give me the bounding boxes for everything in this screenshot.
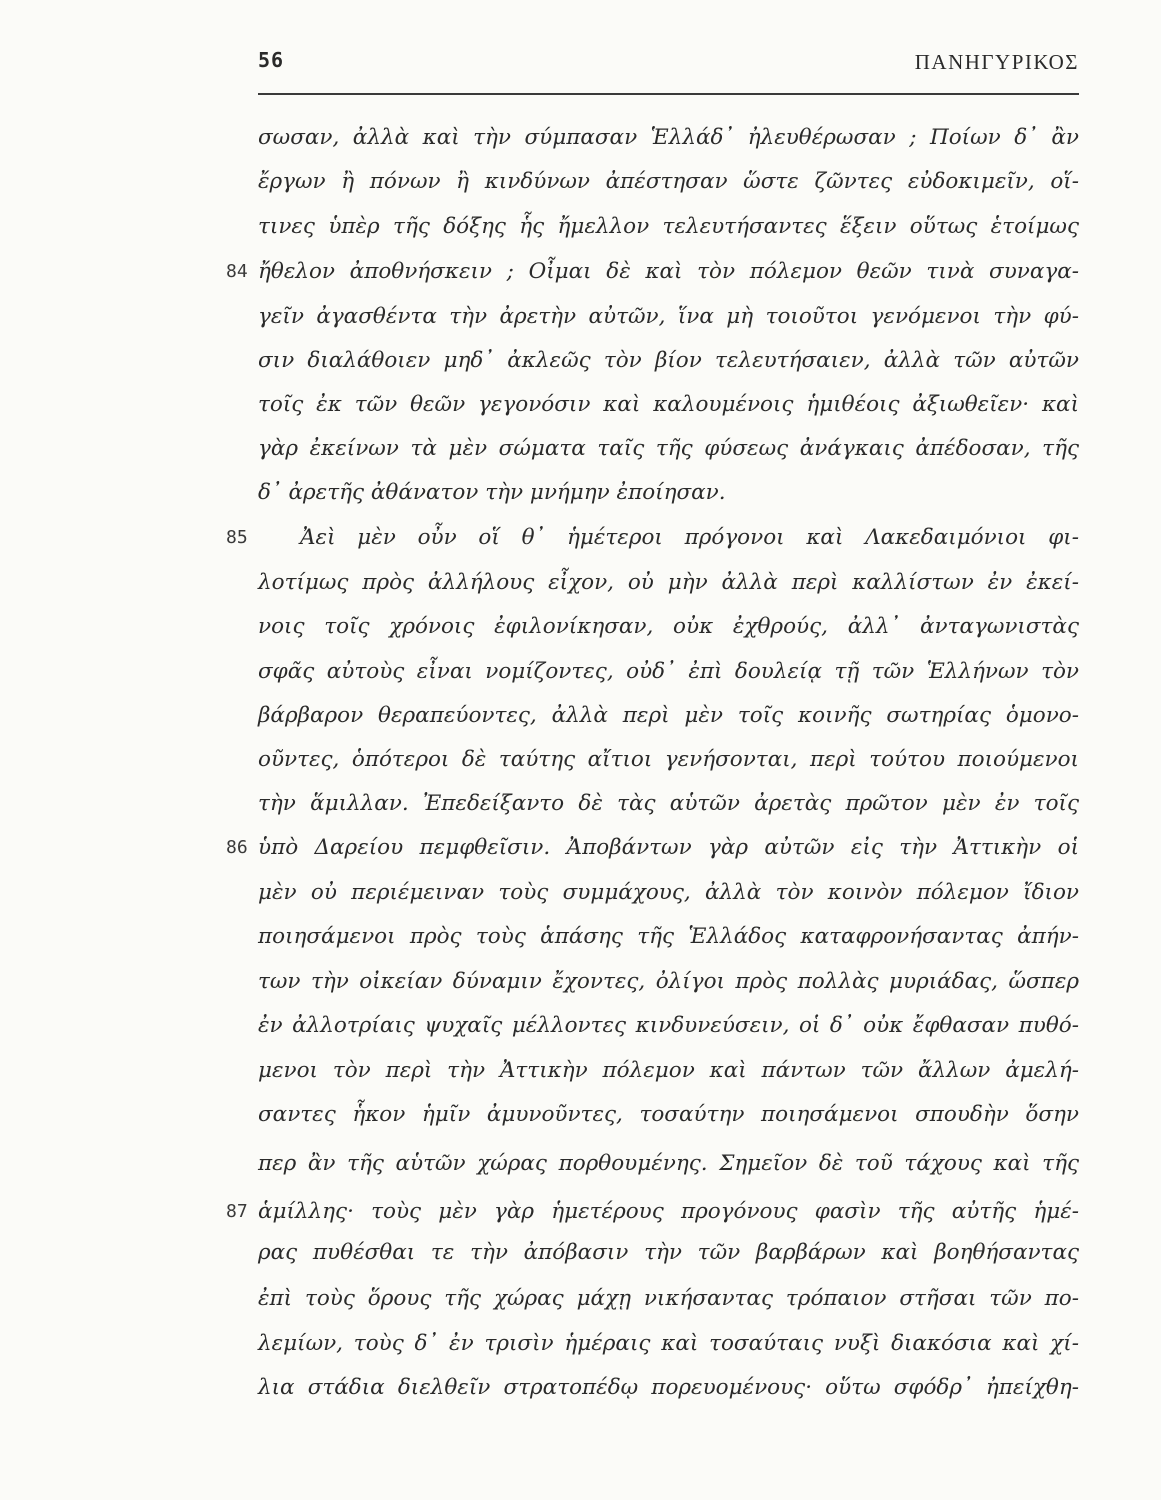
text-line-22: μενοι τὸν περὶ τὴν Ἀττικὴν πόλεμον καὶ πάντων τῶν ἄλλων ἀμελή- <box>258 1058 1079 1083</box>
text-line-20: των τὴν οἰκείαν δύναμιν ἔχοντες, ὀλίγοι πρὸς πολλὰς μυριάδας, ὥσπερ <box>258 969 1079 994</box>
text-line-29: λια στάδια διελθεῖν στρατοπέδῳ πορευομένους· οὕτω σφόδρ᾽ ἠπείχθη- <box>258 1375 1079 1400</box>
text-line-8: γὰρ ἐκείνων τὰ μὲν σώματα ταῖς τῆς φύσεως ἀνάγκαις ἀπέδοσαν, τῆς <box>258 436 1079 461</box>
text-line-13: σφᾶς αὐτοὺς εἶναι νομίζοντες, οὐδ᾽ ἐπὶ δουλείᾳ τῇ τῶν Ἑλλήνων τὸν <box>258 659 1079 684</box>
running-title: ΠΑΝΗΓΥΡΙΚΟΣ <box>914 50 1079 74</box>
text-line-3: τινες ὑπὲρ τῆς δόξης ἧς ἤμελλον τελευτήσαντες ἕξειν οὕτως ἑτοίμως <box>258 214 1079 239</box>
text-line-12: νοις τοῖς χρόνοις ἐφιλονίκησαν, οὐκ ἐχθρούς, ἀλλ᾽ ἀνταγωνιστὰς <box>258 614 1079 639</box>
text-line-25: ἁμίλλης· τοὺς μὲν γὰρ ἡμετέρους προγόνους φασὶν τῆς αὐτῆς ἡμέ- <box>258 1199 1079 1224</box>
header-rule <box>258 93 1079 95</box>
section-number-84: 84 <box>226 261 248 282</box>
text-line-1: σωσαν, ἀλλὰ καὶ τὴν σύμπασαν Ἑλλάδ᾽ ἠλευθέρωσαν ; Ποίων δ᾽ ἂν <box>258 125 1079 150</box>
text-line-4: ἤθελον ἀποθνήσκειν ; Οἶμαι δὲ καὶ τὸν πόλεμον θεῶν τινὰ συναγα- <box>258 259 1079 284</box>
text-line-5: γεῖν ἀγασθέντα τὴν ἀρετὴν αὐτῶν, ἵνα μὴ τοιοῦτοι γενόμενοι τὴν φύ- <box>258 304 1079 329</box>
text-line-24: περ ἂν τῆς αὑτῶν χώρας πορθουμένης. Σημεῖον δὲ τοῦ τάχους καὶ τῆς <box>258 1151 1079 1176</box>
text-line-27: ἐπὶ τοὺς ὅρους τῆς χώρας μάχῃ νικήσαντας τρόπαιον στῆσαι τῶν πο- <box>258 1286 1079 1311</box>
text-line-17: ὑπὸ Δαρείου πεμφθεῖσιν. Ἀποβάντων γὰρ αὐτῶν εἰς τὴν Ἀττικὴν οἱ <box>258 835 1079 860</box>
text-line-18: μὲν οὐ περιέμειναν τοὺς συμμάχους, ἀλλὰ τὸν κοινὸν πόλεμον ἴδιον <box>258 880 1079 905</box>
text-line-23: σαντες ἧκον ἡμῖν ἀμυνοῦντες, τοσαύτην ποιησάμενοι σπουδὴν ὅσην <box>258 1102 1079 1127</box>
text-line-9: δ᾽ ἀρετῆς ἀθάνατον τὴν μνήμην ἐποίησαν. <box>258 480 726 505</box>
text-line-28: λεμίων, τοὺς δ᾽ ἐν τρισὶν ἡμέραις καὶ τοσαύταις νυξὶ διακόσια καὶ χί- <box>258 1331 1079 1356</box>
text-line-11: λοτίμως πρὸς ἀλλήλους εἶχον, οὐ μὴν ἀλλὰ περὶ καλλίστων ἐν ἐκεί- <box>258 570 1079 595</box>
text-line-15: οῦντες, ὁπότεροι δὲ ταύτης αἴτιοι γενήσονται, περὶ τούτου ποιούμενοι <box>258 747 1079 772</box>
text-line-21: ἐν ἀλλοτρίαις ψυχαῖς μέλλοντες κινδυνεύσειν, οἱ δ᾽ οὐκ ἔφθασαν πυθό- <box>258 1013 1079 1038</box>
text-line-7: τοῖς ἐκ τῶν θεῶν γεγονόσιν καὶ καλουμένοις ἡμιθέοις ἀξιωθεῖεν· καὶ <box>258 392 1079 417</box>
text-line-6: σιν διαλάθοιεν μηδ᾽ ἀκλεῶς τὸν βίον τελευτήσαιεν, ἀλλὰ τῶν αὐτῶν <box>258 348 1079 373</box>
text-line-10: Ἀεὶ μὲν οὖν οἵ θ᾽ ἡμέτεροι πρόγονοι καὶ Λακεδαιμόνιοι φι- <box>300 525 1079 550</box>
text-line-16: τὴν ἅμιλλαν. Ἐπεδείξαντο δὲ τὰς αὑτῶν ἀρετὰς πρῶτον μὲν ἐν τοῖς <box>258 791 1079 816</box>
text-line-26: ρας πυθέσθαι τε τὴν ἀπόβασιν τὴν τῶν βαρβάρων καὶ βοηθήσαντας <box>258 1240 1079 1265</box>
text-line-19: ποιησάμενοι πρὸς τοὺς ἁπάσης τῆς Ἑλλάδος καταφρονήσαντας ἀπήν- <box>258 924 1079 949</box>
section-number-86: 86 <box>226 837 248 858</box>
section-number-85: 85 <box>226 527 248 548</box>
text-line-2: ἔργων ἢ πόνων ἢ κινδύνων ἀπέστησαν ὥστε ζῶντες εὐδοκιμεῖν, οἵ- <box>258 169 1079 194</box>
section-number-87: 87 <box>226 1201 248 1222</box>
text-line-14: βάρβαρον θεραπεύοντες, ἀλλὰ περὶ μὲν τοῖς κοινῆς σωτηρίας ὁμονο- <box>258 703 1079 728</box>
page-number: 56 <box>258 48 285 72</box>
